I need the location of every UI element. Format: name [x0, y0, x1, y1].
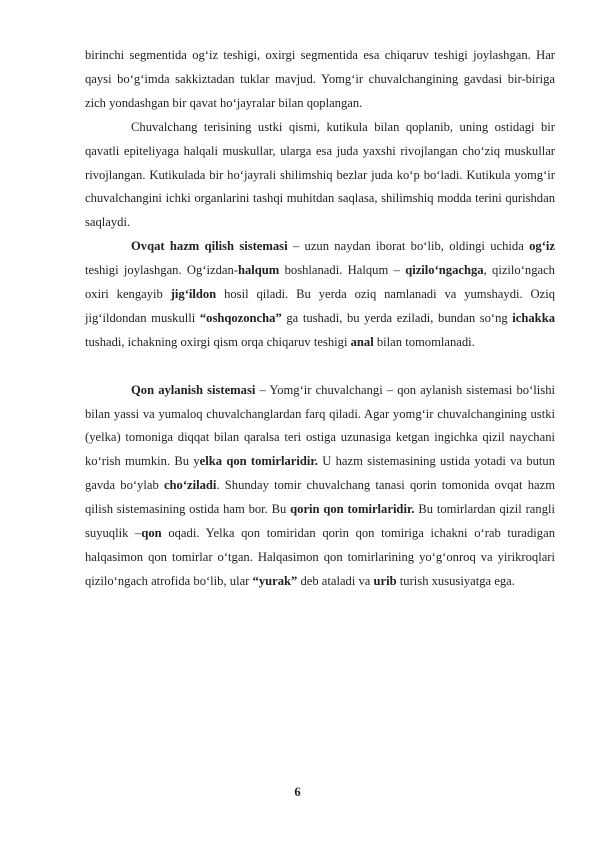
paragraph — [85, 379, 555, 594]
paragraph — [85, 44, 555, 116]
text-run: Chuvalchang terisining ustki qismi, kutikula bilan qoplanib, uning ostidagi bir qavatli epiteliyaga halqali muskullar, ularga esa juda yaxshi rivojlangan cho‘ziq muskullar rivojlangan. Kutikulada bir ho‘jayrali shilimshiq bezlar juda ko‘p bo‘ladi. Kutikula yomg‘ir chuvalchangini ichki organlarini tashqi muhitdan saqlasa, shilimshiq modda terini qurishdan saqlaydi. — [85, 119, 555, 230]
text-run: ga tushadi, bu yerda eziladi, bundan so‘ng — [281, 310, 513, 325]
bold-term: qon — [141, 526, 162, 541]
text-run: turish xususiyatga ega. — [396, 573, 515, 588]
bold-term: qizilo‘ngachga — [405, 263, 484, 278]
document-body — [85, 44, 555, 594]
bold-term: ichakka — [512, 310, 555, 325]
bold-term: og‘iz — [529, 239, 555, 254]
bold-term: cho‘ziladi — [163, 478, 217, 493]
text-run: tushadi, ichakning oxirgi qism orqa chiqaruv teshigi — [85, 334, 351, 349]
text-run: , qizilo‘ngach oxiri kengayib — [85, 263, 555, 302]
text-run: . Shunday tomir chuvalchang tanasi qorin tomonida ovqat hazm qilish sistemasining ostida ham bor. Bu — [85, 478, 555, 517]
bold-term: “yurak” — [252, 573, 298, 588]
paragraph-spacer — [85, 355, 555, 379]
paragraph — [85, 235, 555, 355]
bold-term: urib — [373, 573, 397, 588]
text-run: deb ataladi va — [297, 573, 374, 588]
text-run: – Yomg‘ir chuvalchangi – qon aylanish sistemasi bo‘lishi bilan yassi va yumaloq chuvalchanglardan farq qiladi. Agar yomg‘ir chuvalchangining ustki (yelka) tomoniga diqqat bilan qaralsa teri ostiga uzunasiga ketgan ingichka qizil naychani ko‘rish mumkin. Bu y — [85, 382, 555, 469]
text-run: hosil qiladi. Bu yerda oziq namlanadi va yumshaydi. Oziq jig‘ildondan muskulli — [85, 287, 555, 325]
bold-term: Qon aylanish sistemasi — [131, 382, 256, 397]
text-run: bilan tomomlanadi. — [373, 334, 475, 349]
text-run: boshlanadi. Halqum – — [279, 263, 406, 278]
bold-term: jig‘ildon — [170, 287, 217, 302]
paragraph — [85, 116, 555, 236]
text-run: birinchi segmentida og‘iz teshigi, oxirgi segmentida esa chiqaruv teshigi joylashgan. Har qaysi bo‘g‘imda sakkiztadan tuklar mavjud. Yomg‘ir chuvalchangining gavdasi bir-biriga zich yondashgan bir qavat ho‘jayralar bilan qoplangan. — [85, 48, 555, 110]
bold-term: Ovqat hazm qilish sistemasi — [131, 239, 288, 254]
page-number: 6 — [294, 785, 301, 799]
text-run: Bu tomirlardan qizil rangli suyuqlik – — [85, 502, 555, 541]
bold-term: qorin qon tomirlaridir. — [290, 502, 415, 517]
text-run: – uzun naydan iborat bo‘lib, oldingi uchida — [287, 239, 530, 254]
text-run: U hazm sistemasining ustida yotadi va butun gavda bo‘ylab — [85, 454, 556, 493]
bold-term: “oshqozoncha” — [199, 310, 282, 325]
text-run: oqadi. Yelka qon tomiridan qorin qon tomiriga ichakni o‘rab turadigan halqasimon qon tomirlar o‘tgan. Halqasimon qon tomirlarining yo‘g‘onroq va yirikroqlari qizilo‘ngach atrofida bo‘lib, ular — [85, 526, 555, 588]
bold-term: anal — [350, 334, 374, 349]
text-run: teshigi joylashgan. Og‘izdan- — [85, 263, 238, 278]
bold-term: elka qon tomirlaridir. — [199, 454, 318, 469]
bold-term: halqum — [238, 263, 280, 278]
